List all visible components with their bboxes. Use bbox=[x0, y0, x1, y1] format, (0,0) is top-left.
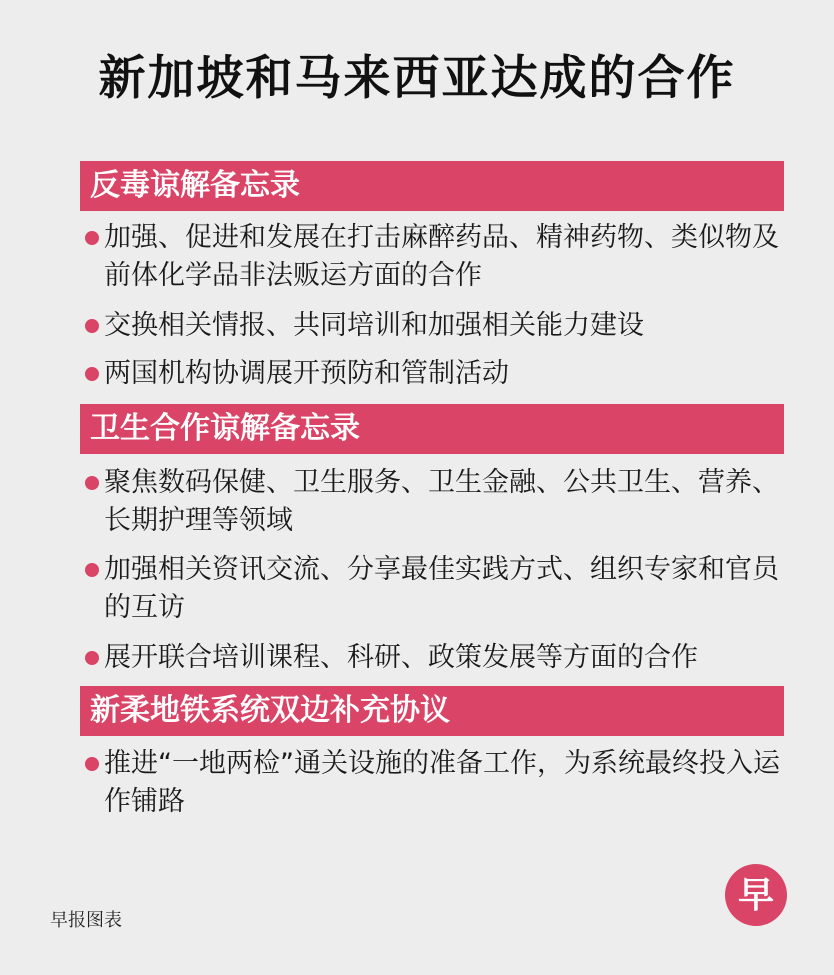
list-item-text: 推进“一地两检”通关设施的准备工作，为系统最终投入运作铺路 bbox=[104, 748, 780, 817]
list-item-text: 展开联合培训课程、科研、政策发展等方面的合作 bbox=[104, 642, 698, 673]
zaobao-logo-icon: 早 bbox=[725, 864, 787, 926]
list-item-text: 加强相关资讯交流、分享最佳实践方式、组织专家和官员的互访 bbox=[104, 554, 779, 623]
bullet-dot-icon bbox=[85, 757, 99, 771]
list-item bbox=[104, 355, 794, 393]
list-item-text: 聚焦数码保健、卫生服务、卫生金融、公共卫生、营养、长期护理等领域 bbox=[104, 467, 779, 536]
bullet-dot-icon bbox=[85, 231, 99, 245]
list-item bbox=[104, 464, 794, 540]
bullet-dot-icon bbox=[85, 651, 99, 665]
list-item bbox=[104, 219, 794, 295]
bullet-dot-icon bbox=[85, 319, 99, 333]
list-item-text: 加强、促进和发展在打击麻醉药品、精神药物、类似物及前体化学品非法贩运方面的合作 bbox=[104, 222, 779, 291]
list-item bbox=[104, 551, 794, 627]
list-item-text: 两国机构协调展开预防和管制活动 bbox=[104, 358, 509, 389]
page-title: 新加坡和马来西亚达成的合作 bbox=[98, 51, 736, 106]
section-heading-rts-link: 新柔地铁系统双边补充协议 bbox=[80, 686, 784, 736]
bullet-dot-icon bbox=[85, 367, 99, 381]
section-heading-health: 卫生合作谅解备忘录 bbox=[80, 404, 784, 454]
bullet-dot-icon bbox=[85, 563, 99, 577]
list-item bbox=[104, 307, 794, 345]
bullet-dot-icon bbox=[85, 476, 99, 490]
list-item bbox=[104, 745, 794, 821]
list-item bbox=[104, 639, 794, 677]
list-item-text: 交换相关情报、共同培训和加强相关能力建设 bbox=[104, 310, 644, 341]
graphic-credit: 早报图表 bbox=[50, 910, 122, 931]
section-heading-antidrug: 反毒谅解备忘录 bbox=[80, 161, 784, 211]
